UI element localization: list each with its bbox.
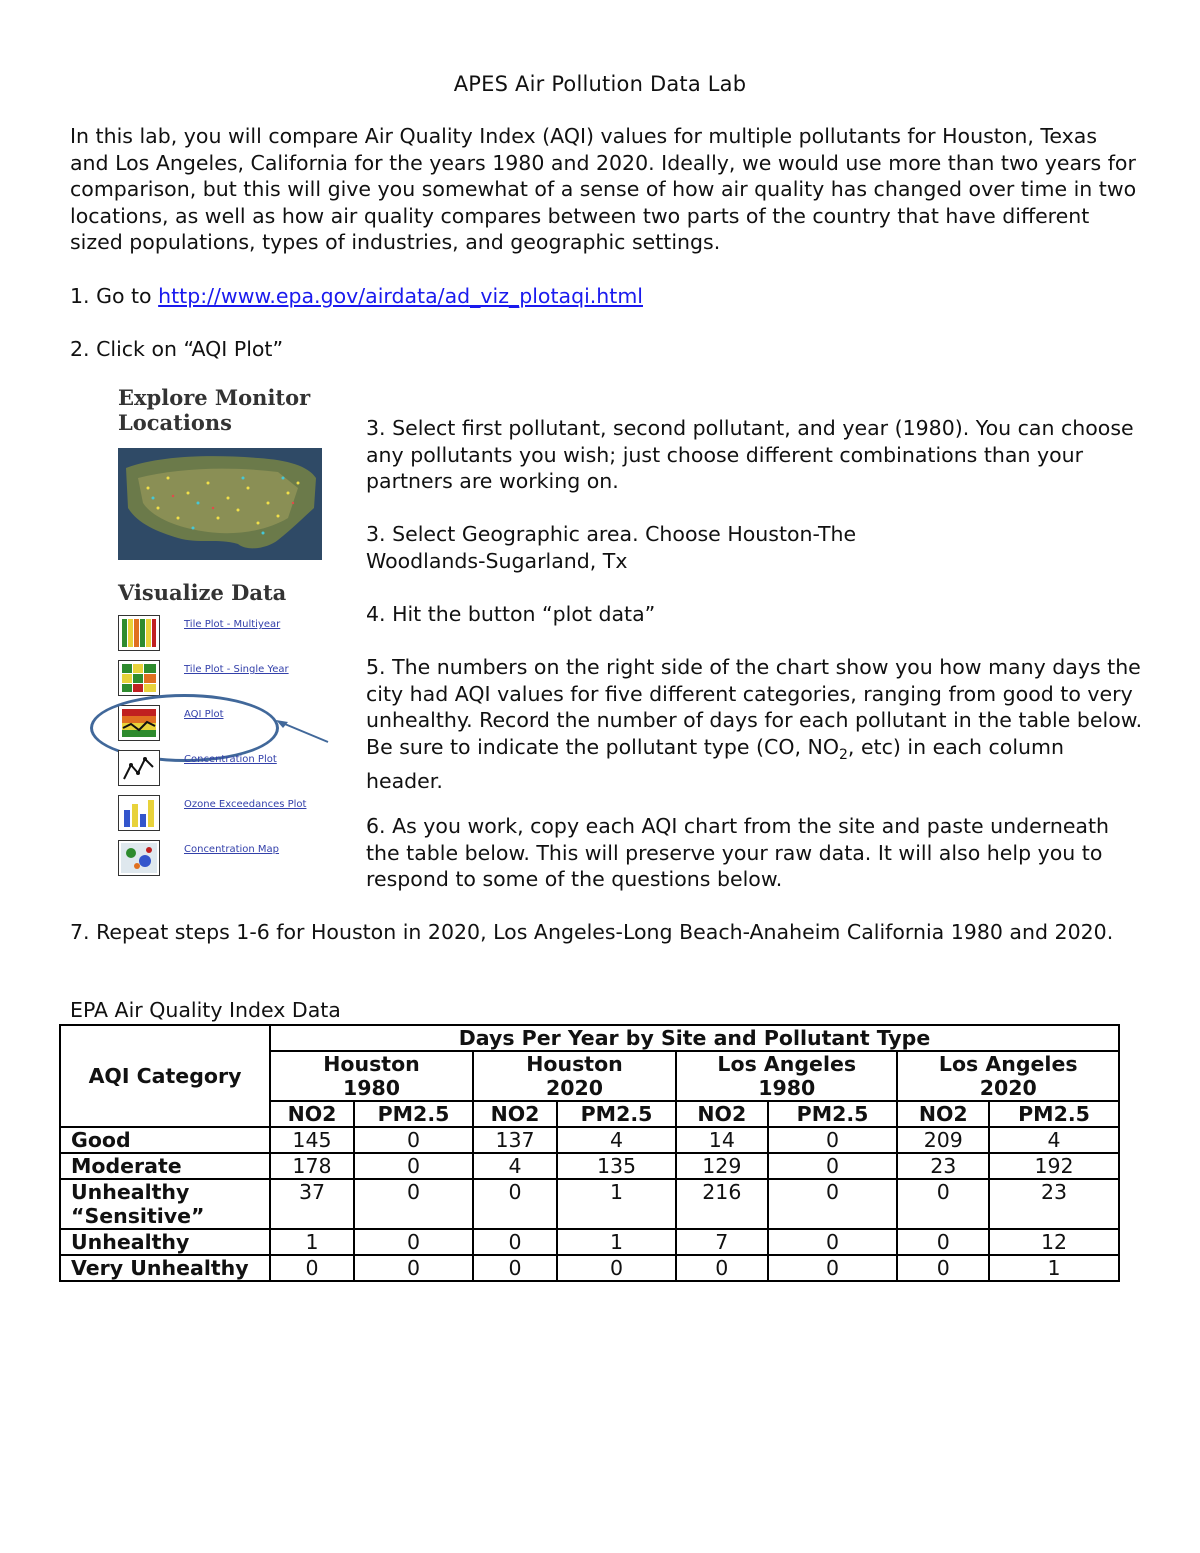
monitor-map-image (118, 448, 322, 560)
category-cell: Very Unhealthy (60, 1255, 270, 1281)
epa-link[interactable]: http://www.epa.gov/airdata/ad_viz_plotaqi.html (158, 284, 643, 308)
concentration-map-link[interactable]: Concentration Map (184, 844, 280, 855)
step-6-text: 6. As you work, copy each AQI chart from the site and paste underneath the table below. This will preserve your raw data. It will also help you to respond to some of the questions below. (366, 814, 1110, 891)
value-cell: 0 (676, 1255, 768, 1281)
site-name: Los Angeles (938, 1052, 1078, 1076)
category-line1: Unhealthy (71, 1180, 190, 1204)
step-6 (366, 813, 1146, 893)
step-3b (366, 521, 1146, 574)
value-cell: 7 (676, 1229, 768, 1255)
value-cell: 0 (768, 1229, 898, 1255)
value-cell: 0 (473, 1255, 557, 1281)
site-name: Houston (323, 1052, 420, 1076)
pollutant-header: PM2.5 (989, 1101, 1119, 1127)
tile-plot-single-year-icon[interactable] (118, 660, 160, 696)
value-cell: 0 (897, 1229, 989, 1255)
site-name: Houston (526, 1052, 623, 1076)
value-cell: 1 (557, 1229, 676, 1255)
explore-heading-line1: Explore Monitor (118, 385, 311, 410)
value-cell: 0 (473, 1229, 557, 1255)
table-row (60, 1255, 1119, 1281)
value-cell: 1 (557, 1179, 676, 1229)
category-cell: Good (60, 1127, 270, 1153)
site-year: 1980 (758, 1076, 816, 1100)
value-cell: 0 (897, 1179, 989, 1229)
value-cell: 0 (354, 1153, 473, 1179)
value-cell: 0 (897, 1255, 989, 1281)
value-cell: 4 (473, 1153, 557, 1179)
value-cell: 135 (557, 1153, 676, 1179)
step-2-text: 2. Click on “AQI Plot” (70, 337, 284, 361)
step-5-text-end: , etc) in each column header. (366, 734, 1064, 794)
arrow-icon (272, 716, 330, 746)
value-cell: 192 (989, 1153, 1119, 1179)
aqi-data-table (59, 1024, 1120, 1282)
value-cell: 0 (354, 1179, 473, 1229)
value-cell: 0 (354, 1127, 473, 1153)
table-row (60, 1179, 1119, 1229)
table-row (60, 1153, 1119, 1179)
step-1 (70, 283, 1140, 310)
value-cell: 0 (270, 1255, 354, 1281)
site-header (897, 1051, 1119, 1101)
corner-header: AQI Category (60, 1025, 270, 1127)
value-cell: 23 (989, 1179, 1119, 1229)
step-3a (366, 415, 1146, 495)
step-4-text: 4. Hit the button “plot data” (366, 602, 656, 626)
site-year: 2020 (545, 1076, 604, 1100)
value-cell: 0 (354, 1229, 473, 1255)
visualize-data-heading: Visualize Data (118, 580, 287, 605)
table-caption: EPA Air Quality Index Data (70, 998, 341, 1022)
step-1-text: 1. Go to (70, 284, 159, 308)
value-cell: 0 (354, 1255, 473, 1281)
value-cell: 178 (270, 1153, 354, 1179)
site-header (473, 1051, 676, 1101)
step-5-subscript: 2 (838, 746, 848, 763)
step-5 (366, 654, 1146, 795)
concentration-map-icon[interactable] (118, 840, 160, 876)
step-7 (70, 919, 1140, 946)
page-title: APES Air Pollution Data Lab (453, 72, 747, 96)
value-cell: 12 (989, 1229, 1119, 1255)
value-cell: 0 (557, 1255, 676, 1281)
category-cell: Unhealthy (60, 1229, 270, 1255)
pollutant-header: NO2 (270, 1101, 354, 1127)
step-4 (366, 601, 1146, 628)
site-header (676, 1051, 897, 1101)
value-cell: 0 (768, 1179, 898, 1229)
concentration-plot-icon[interactable] (118, 750, 160, 786)
value-cell: 37 (270, 1179, 354, 1229)
step-3b-text: 3. Select Geographic area. Choose Houston-The Woodlands-Sugarland, Tx (366, 522, 857, 573)
value-cell: 1 (989, 1255, 1119, 1281)
value-cell: 216 (676, 1179, 768, 1229)
explore-heading (118, 385, 348, 435)
value-cell: 4 (557, 1127, 676, 1153)
ozone-exceedances-plot-icon[interactable] (118, 795, 160, 831)
table-row (60, 1229, 1119, 1255)
value-cell: 0 (768, 1153, 898, 1179)
ozone-exceedances-plot-link[interactable]: Ozone Exceedances Plot (184, 799, 307, 810)
category-line2: “Sensitive” (71, 1204, 205, 1228)
tile-plot-multiyear-link[interactable]: Tile Plot - Multiyear (184, 619, 281, 630)
pollutant-header: NO2 (676, 1101, 768, 1127)
pollutant-header: PM2.5 (557, 1101, 676, 1127)
step-5-text: 5. The numbers on the right side of the chart show you how many days the city had AQI values for five different categories, ranging from good to very unhealthy. Record the number of days for each pollutant in the table below. Be sure to indicate the pollutant type (CO, NO (366, 655, 1143, 759)
intro-paragraph (70, 123, 1140, 256)
value-cell: 23 (897, 1153, 989, 1179)
explore-heading-line2: Locations (118, 410, 232, 435)
value-cell: 0 (473, 1179, 557, 1229)
site-name: Los Angeles (717, 1052, 857, 1076)
pollutant-header: PM2.5 (768, 1101, 898, 1127)
value-cell: 137 (473, 1127, 557, 1153)
site-header (270, 1051, 473, 1101)
value-cell: 4 (989, 1127, 1119, 1153)
step-7-text: 7. Repeat steps 1-6 for Houston in 2020, Los Angeles-Long Beach-Anaheim California 1980 and 2020. (70, 920, 1114, 944)
value-cell: 0 (768, 1127, 898, 1153)
concentration-plot-link[interactable]: Concentration Plot (184, 754, 277, 765)
super-header: Days Per Year by Site and Pollutant Type (270, 1025, 1119, 1051)
value-cell: 1 (270, 1229, 354, 1255)
intro-text: In this lab, you will compare Air Quality Index (AQI) values for multiple pollutants for Houston, Texas and Los Angeles, California for the years 1980 and 2020. Ideally, we would use more than two years for comparison, but this will give you somewhat of a sense of how air quality has changed over time in two locations, as well as how air quality compares between two parts of the country that have different sized populations, types of industries, and geographic settings. (70, 124, 1137, 254)
pollutant-header: NO2 (473, 1101, 557, 1127)
tile-plot-single-year-link[interactable]: Tile Plot - Single Year (184, 664, 289, 675)
site-year: 2020 (979, 1076, 1037, 1100)
value-cell: 209 (897, 1127, 989, 1153)
tile-plot-multiyear-icon[interactable] (118, 615, 160, 651)
step-2 (70, 336, 1140, 363)
aqi-plot-link[interactable]: AQI Plot (184, 709, 224, 720)
table-row (60, 1127, 1119, 1153)
value-cell: 0 (768, 1255, 898, 1281)
value-cell: 145 (270, 1127, 354, 1153)
category-cell (60, 1179, 270, 1229)
step-3a-text: 3. Select first pollutant, second pollutant, and year (1980). You can choose any pollutants you wish; just choose different combinations than your partners are working on. (366, 416, 1134, 493)
pollutant-header: PM2.5 (354, 1101, 473, 1127)
value-cell: 129 (676, 1153, 768, 1179)
category-cell: Moderate (60, 1153, 270, 1179)
value-cell: 14 (676, 1127, 768, 1153)
pollutant-header: NO2 (897, 1101, 989, 1127)
site-year: 1980 (342, 1076, 401, 1100)
